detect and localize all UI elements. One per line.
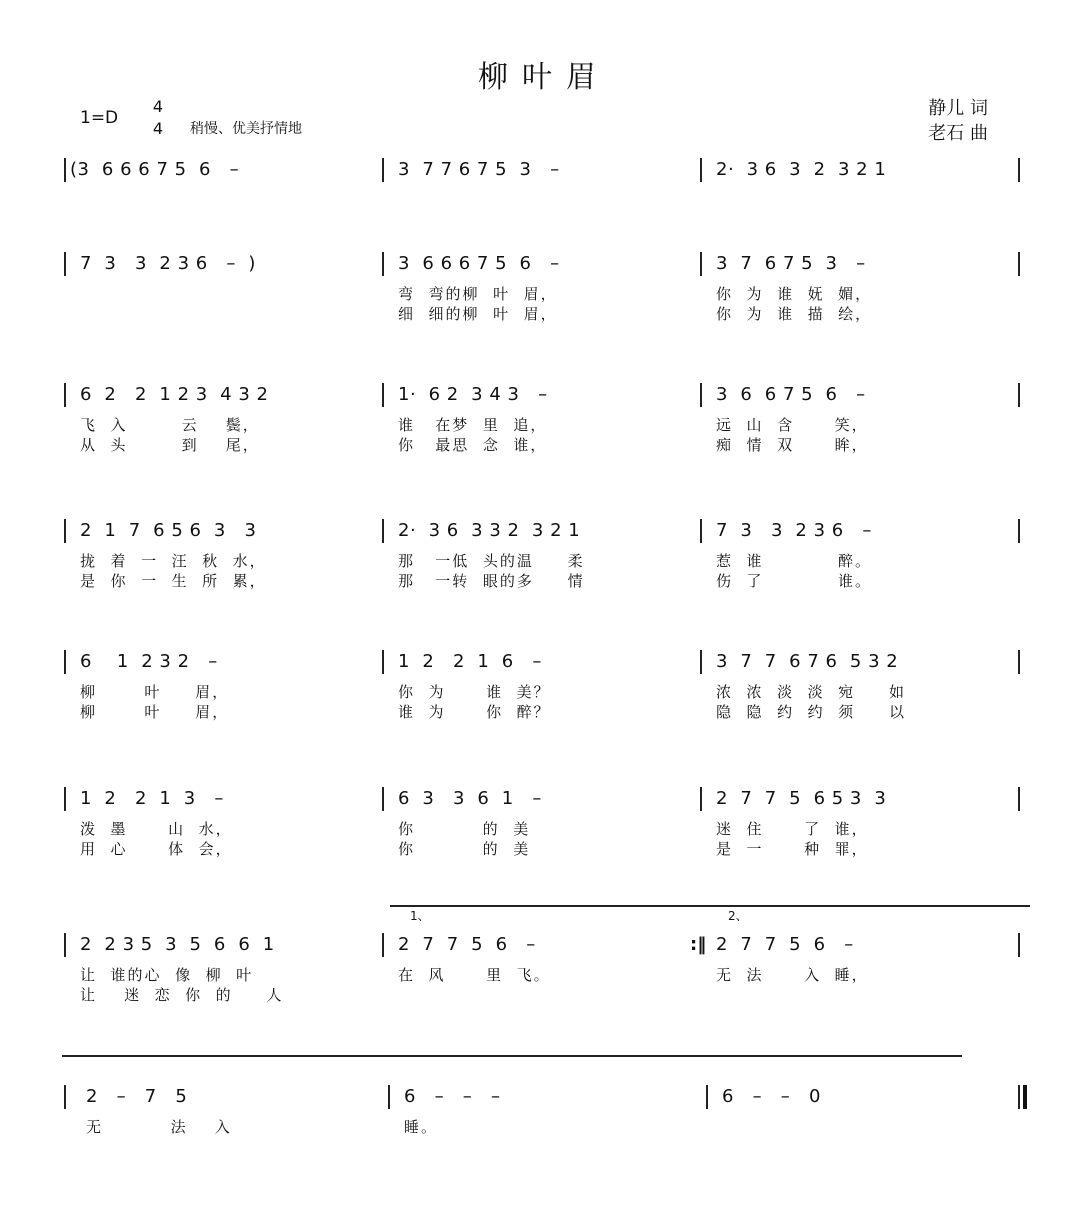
barline <box>700 252 702 276</box>
barline <box>700 787 702 811</box>
score-system-6 <box>0 787 1088 907</box>
time-signature-bottom: 4 <box>152 119 164 138</box>
barline <box>64 1085 66 1109</box>
barline <box>64 519 66 543</box>
lyrics-verse-2: 那 一转 眼的多 情 <box>398 572 585 590</box>
time-signature <box>151 96 165 140</box>
final-barline <box>1023 1085 1027 1109</box>
lyrics-verse-1: 无 法 入 睡， <box>716 966 869 984</box>
barline <box>700 383 702 407</box>
time-signature-top: 4 <box>152 97 164 116</box>
barline <box>64 650 66 674</box>
measure: 7 3 3 2 3 6 – ) <box>80 253 256 274</box>
lyrics-verse-1: 无 法 入 <box>86 1118 232 1136</box>
measure: 1 2 2 1 6 – <box>398 651 542 672</box>
lyrics-verse-1: 拢 着 一 汪 秋 水， <box>80 552 267 570</box>
tempo-marking: 稍慢、优美抒情地 <box>190 121 302 137</box>
barline <box>706 1085 708 1109</box>
barline <box>64 933 66 957</box>
lyrics-verse-1: 谁 在梦 里 追， <box>398 416 548 434</box>
lyrics-verse-1: 迷 住 了 谁， <box>716 820 869 838</box>
measure: 2 2 3 5 3 5 6 6 1 <box>80 934 275 955</box>
measure: 1 2 2 1 3 – <box>80 788 224 809</box>
lyrics-verse-2: 是 你 一 生 所 累， <box>80 572 267 590</box>
measure: 2· 3 6 3 2 3 2 1 <box>716 159 887 180</box>
measure: 3 7 6 7 5 3 – <box>716 253 866 274</box>
barline <box>700 519 702 543</box>
barline <box>1018 383 1020 407</box>
measure: 7 3 3 2 3 6 – <box>716 520 872 541</box>
key-signature: 1=D <box>80 108 119 128</box>
lyrics-verse-2: 用 心 体 会， <box>80 840 233 858</box>
barline <box>1018 787 1020 811</box>
barline <box>700 650 702 674</box>
measure: 3 7 7 6 7 5 3 – <box>398 159 560 180</box>
lyrics-verse-1: 远 山 含 笑， <box>716 416 869 434</box>
score-system-3 <box>0 383 1088 503</box>
barline <box>382 650 384 674</box>
lyrics-verse-1: 惹 谁 醉。 <box>716 552 872 570</box>
barline <box>382 383 384 407</box>
barline <box>64 158 66 182</box>
lyrics-verse-1: 那 一低 头的温 柔 <box>398 552 585 570</box>
lyrics-verse-1: 你 为 谁 妩 媚， <box>716 285 873 303</box>
measure: 6 – – 0 <box>722 1086 821 1107</box>
barline <box>64 252 66 276</box>
lyrics-verse-1: 睡。 <box>404 1118 439 1136</box>
measure: 2· 3 6 3 3 2 3 2 1 <box>398 520 581 541</box>
credits <box>928 96 988 146</box>
barline <box>382 519 384 543</box>
barline <box>1018 519 1020 543</box>
lyrics-verse-1: 你 的 美 <box>398 820 531 838</box>
measure: 2 7 7 5 6 5 3 3 <box>716 788 887 809</box>
volta-2-label: 2、 <box>728 909 748 923</box>
lyrics-verse-1: 弯 弯的柳 叶 眉， <box>398 285 558 303</box>
lyrics-verse-2: 谁 为 你 醉？ <box>398 703 551 721</box>
lyrics-verse-2: 从 头 到 尾， <box>80 436 260 454</box>
measure: (3 6 6 6 7 5 6 – <box>70 159 240 180</box>
measure: 6 – – – <box>404 1086 501 1107</box>
composer: 老石 曲 <box>928 123 988 144</box>
barline <box>382 252 384 276</box>
lyrics-verse-1: 浓 浓 淡 淡 宛 如 <box>716 683 906 701</box>
measure: 2 7 7 5 6 – <box>398 934 536 955</box>
volta-1-label: 1、 <box>410 909 430 923</box>
tie-line <box>62 1055 962 1057</box>
barline <box>1018 158 1020 182</box>
barline <box>1018 252 1020 276</box>
lyrics-verse-2: 细 细的柳 叶 眉， <box>398 305 558 323</box>
barline <box>64 787 66 811</box>
lyrics-verse-2: 痴 情 双 眸， <box>716 436 869 454</box>
lyrics-verse-1: 你 为 谁 美？ <box>398 683 551 701</box>
barline <box>382 158 384 182</box>
repeat-sign: :‖ <box>690 934 707 955</box>
volta-bracket <box>390 905 1030 907</box>
lyrics-verse-2: 你 最思 念 谁， <box>398 436 548 454</box>
measure: 3 6 6 6 7 5 6 – <box>398 253 560 274</box>
measure: 3 6 6 7 5 6 – <box>716 384 866 405</box>
lyrics-verse-1: 让 谁的心 像 柳 叶 <box>80 966 254 984</box>
measure: 2 – 7 5 <box>86 1086 188 1107</box>
measure: 3 7 7 6 7 6 5 3 2 <box>716 651 899 672</box>
barline <box>1018 933 1020 957</box>
barline <box>1018 650 1020 674</box>
barline <box>700 158 702 182</box>
score-system-4 <box>0 519 1088 639</box>
song-title: 柳叶眉 <box>478 60 610 95</box>
measure: 6 1 2 3 2 – <box>80 651 218 672</box>
lyrics-verse-2: 让 迷 恋 你 的 人 <box>80 986 284 1004</box>
measure: 6 2 2 1 2 3 4 3 2 <box>80 384 269 405</box>
lyrics-verse-1: 在 风 里 飞。 <box>398 966 551 984</box>
score-system-2 <box>0 252 1088 372</box>
lyrics-verse-1: 泼 墨 山 水， <box>80 820 233 838</box>
lyrics-verse-2: 伤 了 谁。 <box>716 572 872 590</box>
lyrics-verse-2: 你 的 美 <box>398 840 531 858</box>
score-system-8 <box>0 1085 1088 1205</box>
lyrics-verse-1: 飞 入 云 鬓， <box>80 416 260 434</box>
lyrics-verse-1: 柳 叶 眉， <box>80 683 230 701</box>
lyrics-verse-2: 柳 叶 眉， <box>80 703 230 721</box>
measure: 1· 6 2 3 4 3 – <box>398 384 548 405</box>
measure: 2 7 7 5 6 – <box>716 934 854 955</box>
lyrics-verse-2: 你 为 谁 描 绘， <box>716 305 873 323</box>
lyrics-verse-2: 是 一 种 罪， <box>716 840 869 858</box>
lyrics-verse-2: 隐 隐 约 约 须 以 <box>716 703 906 721</box>
barline <box>1018 1085 1020 1109</box>
barline <box>64 383 66 407</box>
measure: 6 3 3 6 1 – <box>398 788 542 809</box>
barline <box>382 933 384 957</box>
barline <box>382 787 384 811</box>
score-system-5 <box>0 650 1088 770</box>
measure: 2 1 7 6 5 6 3 3 <box>80 520 257 541</box>
score-system-7 <box>0 909 1088 1053</box>
barline <box>388 1085 390 1109</box>
lyricist: 静儿 词 <box>928 98 988 119</box>
